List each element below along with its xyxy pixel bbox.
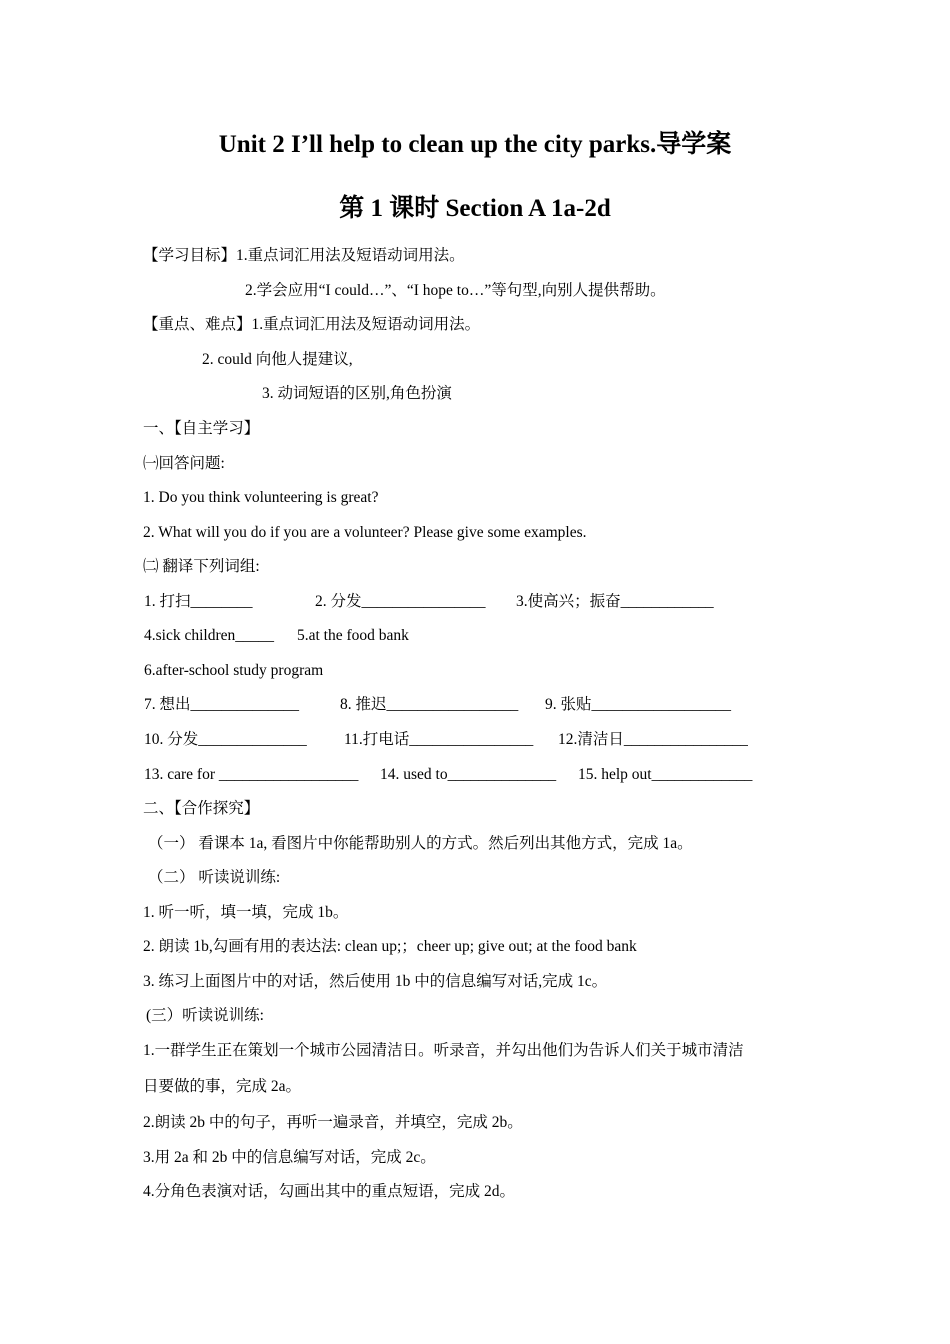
listening-item-1: 1. 听一听，填一填，完成 1b。	[143, 904, 349, 921]
section2-part1: （一） 看课本 1a, 看图片中你能帮助别人的方式。然后列出其他方式，完成 1a。	[148, 835, 693, 852]
vocab-item: 10. 分发______________	[144, 731, 307, 748]
key-points-line-1	[143, 315, 480, 335]
vocab-item: 2. 分发________________	[315, 593, 486, 610]
vocab-item: 7. 想出______________	[144, 696, 300, 713]
vocab-item: 9. 张贴__________________	[545, 696, 732, 713]
page-subtitle: 第 1 课时 Section A 1a-2d	[339, 195, 611, 222]
key-points-item-2: 2. could 向他人提建议,	[202, 351, 353, 368]
page-title: Unit 2 I’ll help to clean up the city parks.导学案	[218, 131, 732, 158]
vocab-item: 6.after-school study program	[144, 662, 324, 679]
vocab-row-6	[0, 765, 950, 785]
vocab-item: 14. used to______________	[380, 766, 557, 783]
key-points-item-3: 3. 动词短语的区别,角色扮演	[262, 385, 452, 402]
practice-item-3: 3.用 2a 和 2b 中的信息编写对话，完成 2c。	[143, 1149, 436, 1166]
vocab-row-2	[0, 626, 950, 646]
section2-part2-heading: （二） 听读说训练:	[148, 869, 281, 886]
vocab-item: 12.清洁日________________	[558, 731, 748, 748]
vocab-item: 5.at the food bank	[297, 627, 409, 644]
objectives-item-1: 1.重点词汇用法及短语动词用法。	[236, 247, 465, 264]
section2-heading: 二、【合作探究】	[143, 800, 260, 817]
vocab-item: 1. 打扫________	[144, 593, 253, 610]
question-1: 1. Do you think volunteering is great?	[143, 489, 379, 506]
practice-item-4: 4.分角色表演对话，勾画出其中的重点短语，完成 2d。	[143, 1183, 516, 1200]
vocab-item: 4.sick children_____	[144, 627, 275, 644]
section1-part1-heading: ㈠回答问题:	[143, 455, 225, 472]
practice-item-1-line-1: 1.一群学生正在策划一个城市公园清洁日。听录音，并勾出他们为告诉人们关于城市清洁	[143, 1042, 744, 1059]
vocab-item: 8. 推迟_________________	[340, 696, 519, 713]
listening-item-3: 3. 练习上面图片中的对话，然后使用 1b 中的信息编写对话,完成 1c。	[143, 973, 608, 990]
key-points-label: 【重点、难点】	[143, 316, 252, 333]
vocab-item: 3.使高兴；振奋____________	[516, 593, 714, 610]
section2-part3-heading: (三）听读说训练:	[146, 1007, 264, 1024]
practice-item-1-line-2: 日要做的事，完成 2a。	[143, 1078, 302, 1095]
vocab-row-3	[0, 661, 950, 681]
objectives-item-2: 2.学会应用“I could…”、“I hope to…”等句型,向别人提供帮助。	[245, 282, 666, 299]
section1-heading: 一、【自主学习】	[143, 420, 260, 437]
listening-item-2: 2. 朗读 1b,勾画有用的表达法: clean up;；cheer up; give out; at the food bank	[143, 938, 637, 955]
practice-item-2: 2.朗读 2b 中的句子，再听一遍录音，并填空，完成 2b。	[143, 1114, 523, 1131]
objectives-label: 【学习目标】	[143, 247, 237, 264]
section1-part2-heading: ㈡ 翻译下列词组:	[143, 558, 260, 575]
vocab-row-4	[0, 695, 950, 715]
vocab-item: 15. help out_____________	[578, 766, 753, 783]
objectives-line-1	[143, 246, 465, 266]
question-2: 2. What will you do if you are a volunteer? Please give some examples.	[143, 524, 587, 541]
key-points-item-1: 1.重点词汇用法及短语动词用法。	[251, 316, 481, 333]
vocab-row-5	[0, 730, 950, 750]
vocab-item: 11.打电话________________	[344, 731, 534, 748]
vocab-row-1	[0, 592, 950, 612]
vocab-item: 13. care for __________________	[144, 766, 359, 783]
